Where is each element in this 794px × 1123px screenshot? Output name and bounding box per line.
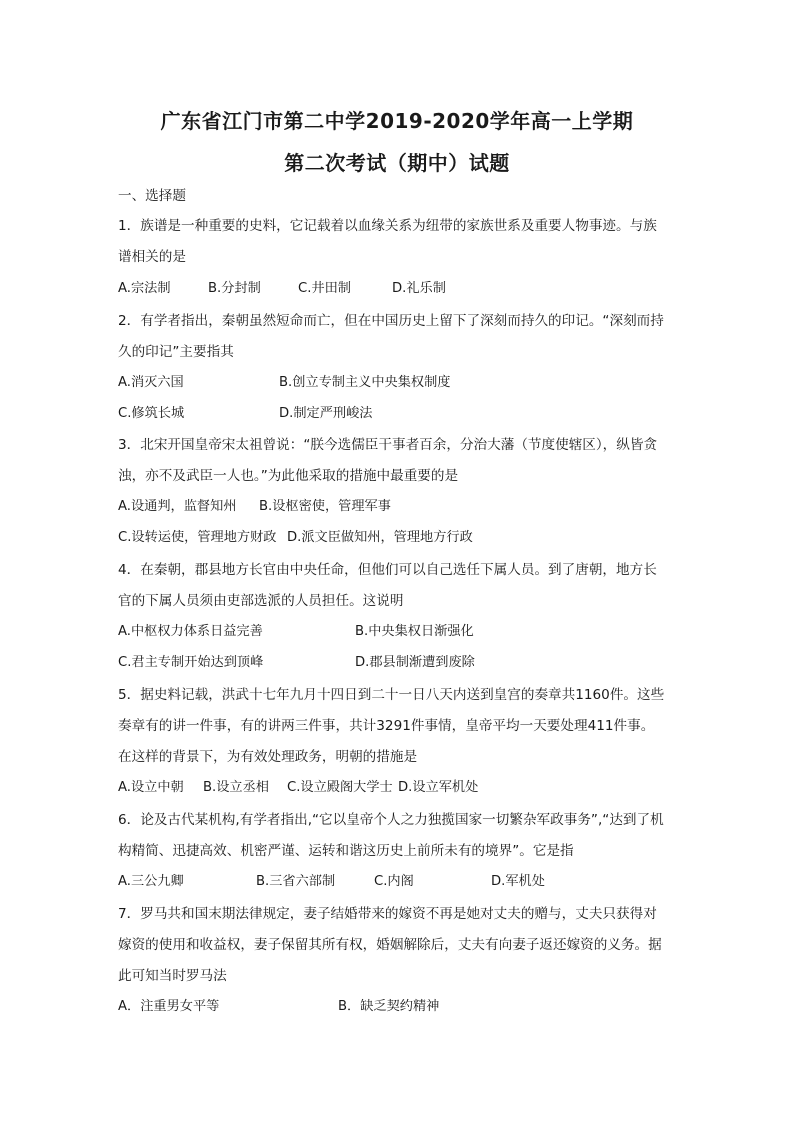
question-2-option-a: A.消灭六国 <box>118 375 184 390</box>
question-5-text-line1: 5．据史料记载，洪武十七年九月十四日到二十一日八天内送到皇宫的奏章共1160件。这些 <box>118 687 665 703</box>
question-5-text-line3: 在这样的背景下，为有效处理政务，明朝的措施是 <box>118 749 418 765</box>
question-7-text-line1: 7．罗马共和国末期法律规定，妻子结婚带来的嫁资不再是她对丈夫的赠与，丈夫只获得对 <box>118 906 657 922</box>
question-1-text-line1: 1．族谱是一种重要的史料，它记载着以血缘关系为纽带的家族世系及重要人物事迹。与族 <box>118 218 657 234</box>
question-2-option-b: B.创立专制主义中央集权制度 <box>279 375 451 390</box>
question-3-option-c: C.设转运使，管理地方财政 <box>118 530 277 545</box>
question-2-text-line2: 久的印记”主要指其 <box>118 344 234 360</box>
question-5-option-d: D.设立军机处 <box>398 780 479 795</box>
question-7-option-a: A．注重男女平等 <box>118 999 220 1014</box>
question-1-option-c: C.井田制 <box>298 281 351 296</box>
question-4-option-c: C.君主专制开始达到顶峰 <box>118 655 264 670</box>
question-2-option-c: C.修筑长城 <box>118 406 185 421</box>
question-3-option-d: D.派文臣做知州，管理地方行政 <box>287 530 473 545</box>
question-4-option-a: A.中枢权力体系日益完善 <box>118 624 263 639</box>
question-3-option-a: A.设通判，监督知州 <box>118 499 237 514</box>
question-6-option-a: A.三公九卿 <box>118 874 184 889</box>
question-2-option-d: D.制定严刑峻法 <box>279 406 373 421</box>
question-6-option-c: C.内阁 <box>374 874 414 889</box>
question-7-text-line3: 此可知当时罗马法 <box>118 968 227 984</box>
question-1-option-b: B.分封制 <box>208 281 261 296</box>
exam-title-line2: 第二次考试（期中）试题 <box>284 151 510 175</box>
section-heading: 一、选择题 <box>118 188 186 204</box>
question-6-text-line2: 构精简、迅捷高效、机密严谨、运转和谐这历史上前所未有的境界”。它是指 <box>118 843 574 859</box>
question-7-text-line2: 嫁资的使用和收益权，妻子保留其所有权，婚姻解除后，丈夫有向妻子返还嫁资的义务。据 <box>118 937 662 953</box>
question-6-text-line1: 6．论及古代某机构,有学者指出,“它以皇帝个人之力独揽国家一切繁杂军政事务”,“达到了机 <box>118 812 664 828</box>
question-5-option-b: B.设立丞相 <box>203 780 269 795</box>
question-4-text-line1: 4．在秦朝，郡县地方长官由中央任命，但他们可以自己选任下属人员。到了唐朝，地方长 <box>118 562 657 578</box>
question-5-option-a: A.设立中朝 <box>118 780 184 795</box>
question-3-option-b: B.设枢密使，管理军事 <box>259 499 391 514</box>
question-5-option-c: C.设立殿阁大学士 <box>287 780 393 795</box>
question-3-text-line2: 浊，亦不及武臣一人也。”为此他采取的措施中最重要的是 <box>118 468 459 484</box>
question-6-option-b: B.三省六部制 <box>256 874 336 889</box>
question-5-text-line2: 奏章有的讲一件事，有的讲两三件事，共计3291件事情，皇帝平均一天要处理411件事。 <box>118 718 655 734</box>
question-4-option-d: D.郡县制渐遭到废除 <box>355 655 475 670</box>
question-2-text-line1: 2．有学者指出，秦朝虽然短命而亡，但在中国历史上留下了深刻而持久的印记。“深刻而持 <box>118 313 664 329</box>
question-4-option-b: B.中央集权日渐强化 <box>355 624 474 639</box>
question-1-option-d: D.礼乐制 <box>392 281 446 296</box>
question-1-option-a: A.宗法制 <box>118 281 171 296</box>
question-3-text-line1: 3．北宋开国皇帝宋太祖曾说：“朕今选儒臣干事者百余，分治大藩（节度使辖区），纵皆贪 <box>118 437 658 453</box>
exam-title-line1: 广东省江门市第二中学2019-2020学年高一上学期 <box>160 109 634 133</box>
question-6-option-d: D.军机处 <box>491 874 545 889</box>
question-7-option-b: B．缺乏契约精神 <box>338 999 440 1014</box>
question-4-text-line2: 官的下属人员须由吏部选派的人员担任。这说明 <box>118 593 404 609</box>
question-1-text-line2: 谱相关的是 <box>118 249 186 265</box>
